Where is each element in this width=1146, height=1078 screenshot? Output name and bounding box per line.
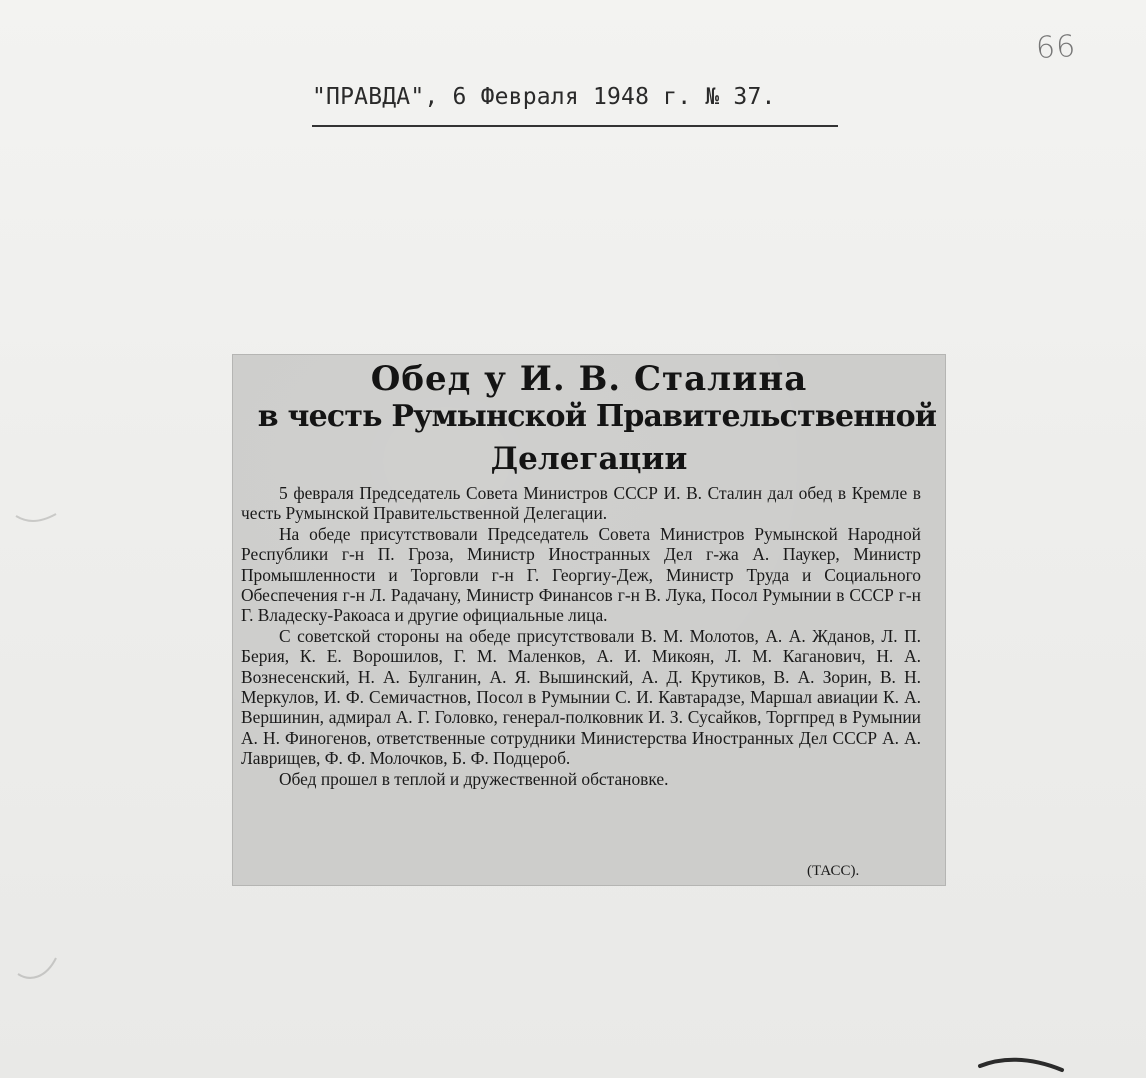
headline-line-2: в честь Румынской Правительственной bbox=[257, 399, 937, 434]
scan-mark-icon bbox=[16, 952, 62, 986]
article-paragraph: На обеде присутствовали Председатель Совета Министров Румынской Народной Республики г-н П. Гроза, Министр Иностранных Дел г-жа А. Паукер, Министр Промышленности и Торговли г-н Г. Георгиу-Деж, Министр Труда и Социального Обеспечения г-н Л. Радачану, Министр Финансов г-н В. Лука, Посол Румынии в СССР г-н Г. Владеску-Ракоаса и другие официальные лица. bbox=[241, 523, 921, 626]
headline-line-1: Обед у И. В. Сталина bbox=[370, 359, 808, 399]
source-header: "ПРАВДА", 6 Февраля 1948 г. № 37. bbox=[312, 84, 776, 110]
scan-mark-icon bbox=[14, 498, 60, 528]
article-signoff: (ТАСС). bbox=[807, 863, 860, 879]
page-number: 66 bbox=[1035, 28, 1078, 67]
header-underline bbox=[312, 125, 838, 127]
headline-line-3: Делегации bbox=[490, 441, 688, 477]
article-paragraph: 5 февраля Председатель Совета Министров СССР И. В. Сталин дал обед в Кремле в честь Румынской Правительственной Делегации. bbox=[241, 483, 921, 524]
article-paragraph: С советской стороны на обеде присутствовали В. М. Молотов, А. А. Жданов, Л. П. Берия, К. Е. Ворошилов, Г. М. Маленков, А. И. Микоян, Л. М. Каганович, Н. А. Вознесенский, Н. А. Булганин, А. Я. Вышинский, А. Д. Крутиков, В. А. Зорин, В. Н. Меркулов, И. Ф. Семичастнов, Посол в Румынии С. И. Кавтарадзе, Маршал авиации К. А. Вершинин, адмирал А. Г. Головко, генерал-полковник И. З. Сусайков, Торгпред в Румынии А. Н. Финогенов, ответственные сотрудники Министерства Иностранных Дел СССР А. А. Лаврищев, Ф. Ф. Молочков, Б. Ф. Подцероб. bbox=[241, 625, 921, 769]
newspaper-clipping bbox=[233, 355, 945, 885]
ink-stroke-icon bbox=[976, 1052, 1066, 1078]
article-paragraph: Обед прошел в теплой и дружественной обстановке. bbox=[279, 768, 669, 789]
article-body bbox=[241, 483, 921, 789]
